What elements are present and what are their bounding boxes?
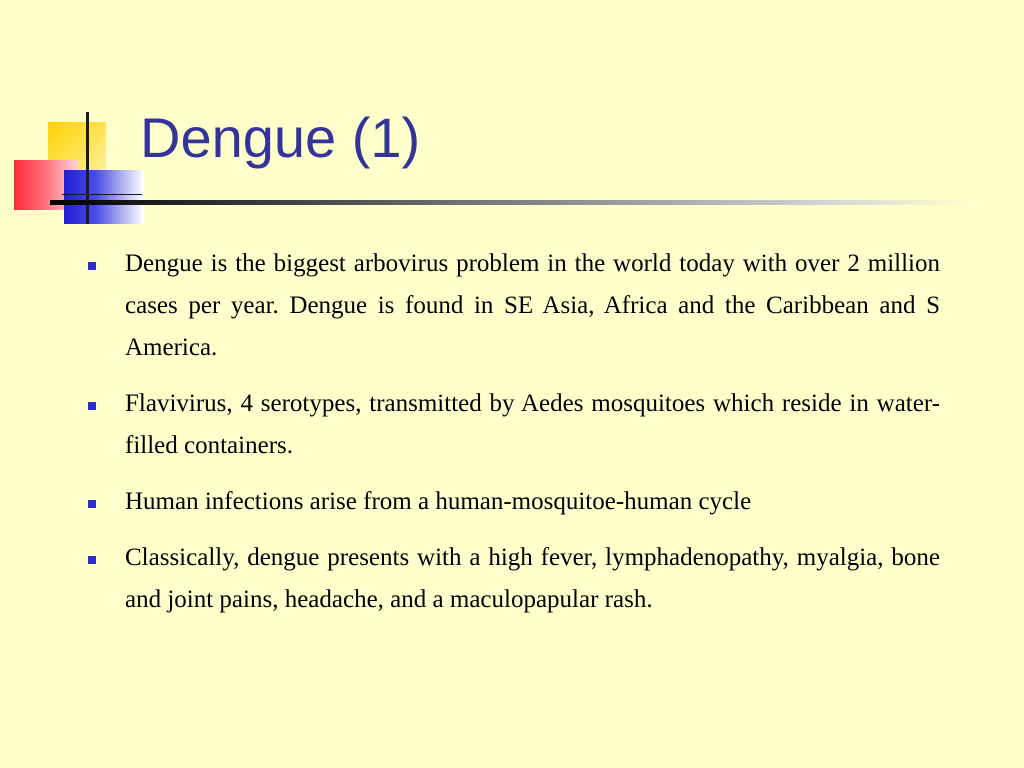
slide-title: Dengue (1) bbox=[140, 106, 421, 169]
bullet-item bbox=[80, 481, 940, 523]
bullet-text: Flavivirus, 4 serotypes, transmitted by Aedes mosquitoes which reside in water-filled containers. bbox=[125, 390, 940, 459]
blue-square-decoration bbox=[64, 170, 144, 224]
corner-decoration bbox=[0, 0, 150, 230]
bullet-item bbox=[80, 537, 940, 621]
square-bullet-icon bbox=[88, 556, 96, 564]
bullet-item bbox=[80, 383, 940, 467]
bullet-text: Classically, dengue presents with a high fever, lymphadenopathy, myalgia, bone and joint pains, headache, and a maculopapular rash. bbox=[125, 544, 940, 613]
bullet-list bbox=[80, 243, 940, 635]
square-bullet-icon bbox=[88, 262, 96, 270]
square-bullet-icon bbox=[88, 500, 96, 508]
vertical-rule bbox=[86, 112, 89, 224]
bullet-text: Human infections arise from a human-mosquitoe-human cycle bbox=[125, 488, 752, 515]
bullet-item bbox=[80, 243, 940, 369]
square-bullet-icon bbox=[88, 402, 96, 410]
short-rule bbox=[62, 194, 142, 195]
bullet-text: Dengue is the biggest arbovirus problem in the world today with over 2 million cases per year. Dengue is found in SE Asia, Africa and the Caribbean and S America. bbox=[125, 250, 940, 361]
title-underline bbox=[50, 200, 970, 205]
